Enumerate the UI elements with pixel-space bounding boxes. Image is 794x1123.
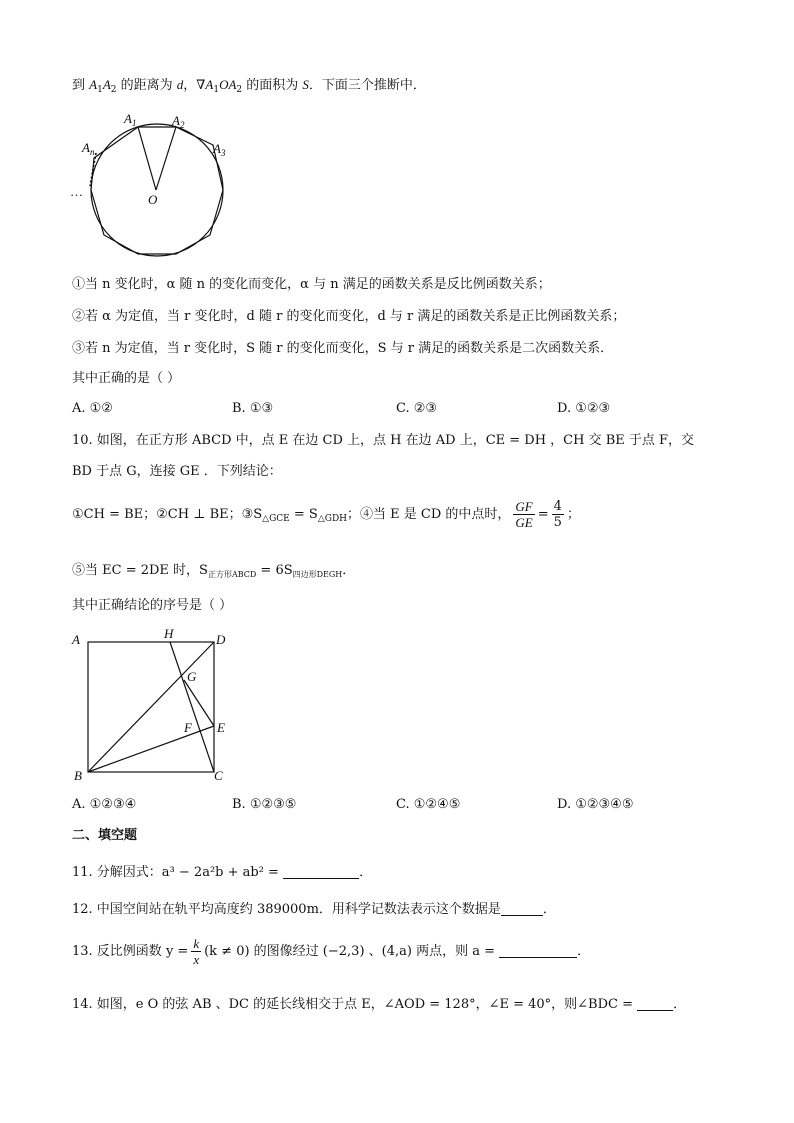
intro-tri: ∇A [196,77,214,92]
radius-oa1 [138,127,156,190]
frac-4: 4 [553,499,562,514]
label-B: B [74,768,82,783]
circumcircle [91,124,223,256]
intro-text-1: 到 [72,78,90,93]
label-dots: … [70,184,83,199]
q9-statement-1: ①当 n 变化时，α 随 n 的变化而变化，α 与 n 满足的函数关系是反比例函数关系； [72,277,551,292]
q10-option-c[interactable]: C. ①②④⑤ [396,797,461,812]
q10-l3-text-b: = S [289,507,318,522]
radius-oa2 [156,127,176,190]
q13-answer-blank[interactable] [499,943,577,958]
intro-text-3: ， [183,78,197,93]
dashed-edge [90,153,96,186]
q11-answer-blank[interactable] [283,864,359,879]
q10-l4-sub2: 四边形DEGH [292,570,343,579]
frac-gf: GF [515,499,533,514]
q9-option-d[interactable]: D. ①②③ [557,401,611,416]
q12-answer-blank[interactable] [501,901,543,916]
q10-l4-text-a: ⑤当 EC = 2DE 时，S [72,563,208,578]
segment-ch [170,642,214,772]
q11-end: ． [359,865,373,880]
q13-post: (k ≠ 0) 的图像经过 (−2,3) 、(4,a) 两点，则 a = [204,944,500,959]
segment-be [88,726,214,772]
label-an: $A_n$ [82,140,95,157]
intro-seg-a1: A [89,77,98,92]
q12 [72,901,556,919]
q10-l4-text-c: ． [342,563,356,578]
q10-line-1: 10. 如图，在正方形 ABCD 中，点 E 在边 CD 上，点 H 在边 AD 上，CE = DH ，CH 交 BE 于点 F，交 [72,433,695,448]
q10-l3-end: ； [566,507,580,522]
q11-text: 11. 分解因式：a³ − 2a²b + ab² = [72,865,284,880]
q10-option-d[interactable]: D. ①②③④⑤ [557,797,634,812]
section-2-title: 二、填空题 [72,828,138,843]
q12-end: ． [542,902,556,917]
label-H: H [164,626,174,641]
label-A: A [72,632,80,647]
intro-seg-a2-sub: 2 [110,85,117,95]
label-C: C [214,768,223,783]
q10-l4-sub1: 正方形ABCD [207,570,257,579]
intro-text-2: 的距离为 [116,78,177,93]
frac-k: k [193,936,200,951]
q9-statement-2: ②若 α 为定值，当 r 变化时，d 随 r 的变化而变化，d 与 r 满足的函数关系是正比例函数关系； [72,309,626,324]
label-o: O [148,192,158,207]
label-G: G [187,669,197,684]
q12-text: 12. 中国空间站在轨平均高度约 389000m．用科学记数法表示这个数据是 [72,902,501,917]
fraction-4-5 [552,499,564,530]
q13-pre: 13. 反比例函数 y = [72,944,189,959]
label-D: D [216,632,226,647]
q13 [72,936,590,968]
q10-line-3 [72,498,580,536]
q10-l3-text-a: ①CH = BE；②CH ⊥ BE；③S [72,507,263,522]
q14-answer-blank[interactable] [637,996,673,1011]
q10-l3-text-c: ；④当 E 是 CD 的中点时， [347,507,511,522]
intro-seg-a1-sub: 1 [97,85,103,95]
intro-tri-sub2: 2 [236,85,243,95]
label-a2: $A_2$ [172,113,185,130]
q14-text: 14. 如图，e O 的弦 AB 、DC 的延长线相交于点 E，∠AOD = 128°，∠E = 40°，则∠BDC = [72,997,638,1012]
q10-prompt: 其中正确结论的序号是（ ） [72,598,233,613]
intro-S: S [302,77,309,92]
label-F: F [184,720,192,735]
q9-statement-3: ③若 n 为定值，当 r 变化时，S 随 r 的变化而变化，S 与 r 满足的函数关系是二次函数关系． [72,341,614,356]
q9-option-b[interactable]: B. ①③ [232,401,274,416]
frac-x: x [193,952,200,967]
frac-5: 5 [553,515,562,530]
q9-prompt: 其中正确的是（ ） [72,371,181,386]
frac-ge: GE [515,515,533,530]
segment-bd [88,642,214,772]
q14-end: ． [673,997,687,1012]
q10-l3-eq: = [537,507,549,522]
q9-option-a[interactable]: A. ①② [72,401,113,416]
q10-line-2: BD 于点 G，连接 GE ．下列结论： [72,464,282,479]
polygon-figure [66,108,236,260]
fraction-gf-ge [513,499,534,530]
intro-text-5: ．下面三个推断中． [308,78,426,93]
label-a3: $A_3$ [213,141,226,158]
square-figure [66,622,236,788]
q10-l3-sub1: △GCE [262,514,290,524]
q10-option-a[interactable]: A. ①②③④ [72,797,137,812]
q10-option-b[interactable]: B. ①②③⑤ [232,797,297,812]
q9-intro-line [72,76,426,99]
q10-l3-sub2: △GDH [317,514,348,524]
label-E: E [217,720,225,735]
intro-seg-a2: A [102,77,111,92]
q10-line-4 [72,562,355,584]
label-a1: $A_1$ [124,111,137,128]
q11 [72,864,372,882]
q14 [72,996,686,1014]
intro-tri2: OA [219,77,237,92]
regular-polygon [91,127,223,254]
q13-end: ． [577,944,591,959]
q10-l4-text-b: = 6S [256,563,293,578]
intro-text-4: 的面积为 [242,78,303,93]
intro-d: d [176,77,184,92]
intro-tri-sub1: 1 [213,85,220,95]
q9-option-c[interactable]: C. ②③ [396,401,438,416]
fraction-k-x [191,936,201,967]
